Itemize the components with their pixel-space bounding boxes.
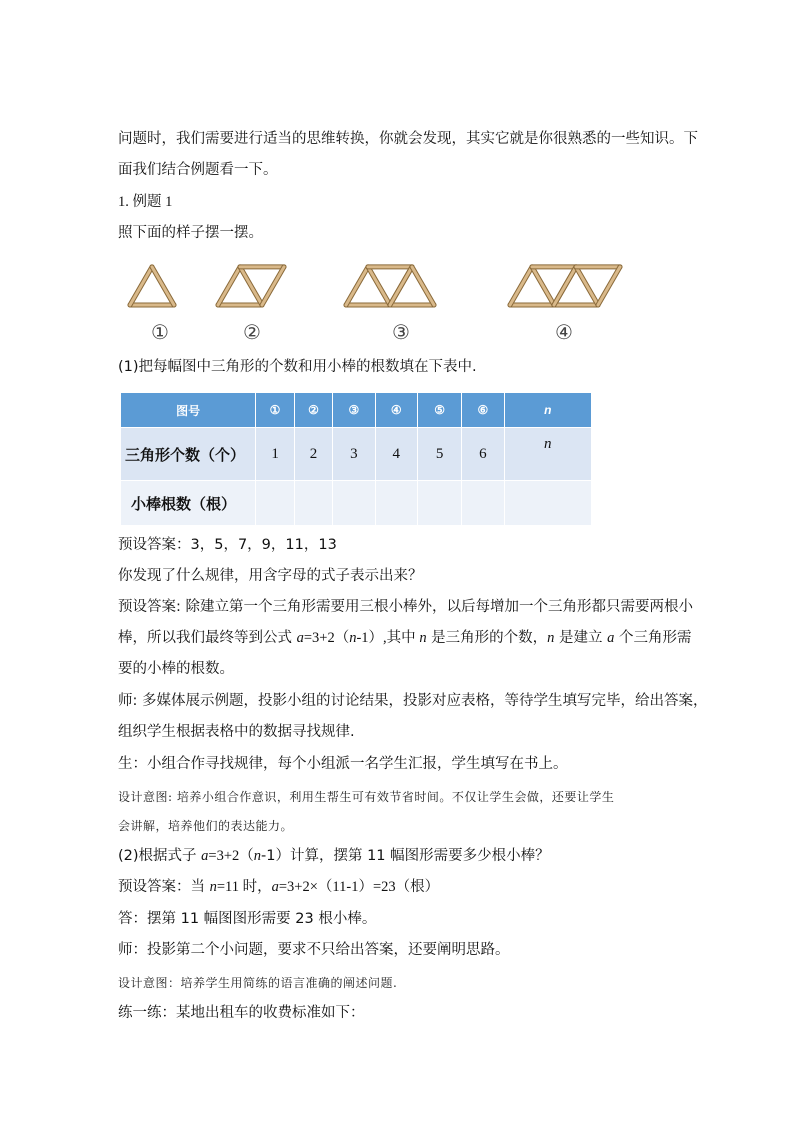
table-cell <box>333 481 375 526</box>
text-span: 是建立 <box>554 630 608 646</box>
table-header-cell: ① <box>256 393 294 428</box>
variable-a: a <box>607 630 615 646</box>
text-span: 个三角形需 <box>614 630 692 646</box>
variable-a: a <box>296 630 304 646</box>
teacher-note-1-line-2: 组织学生根据表格中的数据寻找规律. <box>118 724 355 740</box>
text-span: =3+2（ <box>208 848 254 864</box>
table-cell: 3 <box>333 428 375 481</box>
variable-n: n <box>349 630 357 646</box>
paragraph-intro-1: 问题时，我们需要进行适当的思维转换，你就会发现，其实它就是你很熟悉的一些知识。下 <box>118 131 698 147</box>
table-row <box>121 481 592 526</box>
example-heading: 1. 例题 1 <box>118 194 173 210</box>
variable-n: n <box>419 630 427 646</box>
text-span: (2)根据式子 <box>118 848 202 864</box>
table-header-cell: ④ <box>375 393 417 428</box>
triangle-sticks-figure <box>118 255 678 350</box>
stick <box>390 267 412 305</box>
table-cell <box>256 481 294 526</box>
design-intent-1-line-2: 会讲解，培养他们的表达能力。 <box>118 819 294 833</box>
stick <box>576 267 598 305</box>
table-cell <box>417 481 461 526</box>
teacher-note-2: 师：投影第二个小问题，要求不只给出答案，还要阐明思路。 <box>118 942 510 958</box>
answer-2-line-3: 要的小棒的根数。 <box>118 661 234 677</box>
variable-a: a <box>271 879 279 895</box>
table-cell: 4 <box>375 428 417 481</box>
table-row-label: 三角形个数（个） <box>121 428 256 481</box>
question-1-text: (1)把每幅图中三角形的个数和用小棒的根数填在下表中. <box>118 359 477 375</box>
stick <box>240 267 262 305</box>
table-row-label: 小棒根数（根） <box>121 481 256 526</box>
stick <box>510 267 532 305</box>
stick <box>152 267 174 305</box>
variable-n: n <box>209 879 217 895</box>
table-header-cell: ⑥ <box>462 393 504 428</box>
stick <box>598 267 620 305</box>
variable-n: n <box>547 630 555 646</box>
text-span: -1）计算，摆第 11 幅图形需要多少根小棒？ <box>261 848 550 864</box>
stick <box>368 267 390 305</box>
stick <box>218 267 240 305</box>
question-3 <box>118 847 678 865</box>
student-note: 生：小组合作寻找规律，每个小组派一名学生汇报，学生填写在书上。 <box>118 756 568 772</box>
answer-4: 答：摆第 11 幅图图形需要 23 根小棒。 <box>118 911 377 927</box>
stick <box>346 267 368 305</box>
text-span: =3+2（ <box>303 630 350 646</box>
table-cell: 6 <box>462 428 504 481</box>
table-cell: 1 <box>256 428 294 481</box>
stick <box>412 267 434 305</box>
variable-a: a <box>201 848 209 864</box>
table-cell <box>294 481 332 526</box>
table-cell <box>504 481 591 526</box>
text-span: 预设答案：当 <box>118 879 210 895</box>
stick <box>130 267 152 305</box>
practice-prompt: 练一练：某地出租车的收费标准如下： <box>118 1005 365 1021</box>
answer-3 <box>118 878 678 896</box>
text-span: -1）,其中 <box>356 630 420 646</box>
figure-label: ① <box>151 320 169 344</box>
table-cell <box>462 481 504 526</box>
answer-2-line-2 <box>118 629 692 647</box>
paragraph-intro-2: 面我们结合例题看一下。 <box>118 162 278 178</box>
text-span: =3+2×（11-1）=23（根） <box>278 879 440 895</box>
table-row <box>121 428 592 481</box>
teacher-note-1-line-1: 师: 多媒体展示例题，投影小组的讨论结果，投影对应表格，等待学生填写完毕，给出答案， <box>118 693 708 709</box>
table-header-cell: ② <box>294 393 332 428</box>
table-header-cell: 图号 <box>121 393 256 428</box>
answer-1: 预设答案：3，5，7，9，11，13 <box>118 537 337 553</box>
table-cell <box>375 481 417 526</box>
table-cell: 5 <box>417 428 461 481</box>
figure-label: ④ <box>555 320 573 344</box>
table-header-cell: ⑤ <box>417 393 461 428</box>
text-span: 棒，所以我们最终等到公式 <box>118 630 297 646</box>
stick <box>554 267 576 305</box>
data-table <box>120 392 592 526</box>
design-intent-1-line-1: 设计意图: 培养小组合作意识，利用生帮生可有效节省时间。不仅让学生会做，还要让学生 <box>118 790 615 804</box>
table-cell: 2 <box>294 428 332 481</box>
stick <box>262 267 284 305</box>
table-header-cell: n <box>504 393 591 428</box>
table-header-row <box>121 393 592 428</box>
figure-label: ② <box>243 320 261 344</box>
stick <box>532 267 554 305</box>
design-intent-2: 设计意图：培养学生用简练的语言准确的阐述问题. <box>118 976 398 990</box>
table-header-cell: ③ <box>333 393 375 428</box>
text-span: 是三角形的个数， <box>426 630 548 646</box>
table-cell: n <box>504 428 591 481</box>
figure-label: ③ <box>392 320 410 344</box>
question-2: 你发现了什么规律，用含字母的式子表示出来？ <box>118 568 423 584</box>
answer-2-line-1: 预设答案: 除建立第一个三角形需要用三根小棒外，以后每增加一个三角形都只需要两根小 <box>118 599 693 615</box>
variable-n: n <box>253 848 262 864</box>
instruction-text: 照下面的样子摆一摆。 <box>118 225 263 241</box>
text-span: =11 时， <box>216 879 272 895</box>
